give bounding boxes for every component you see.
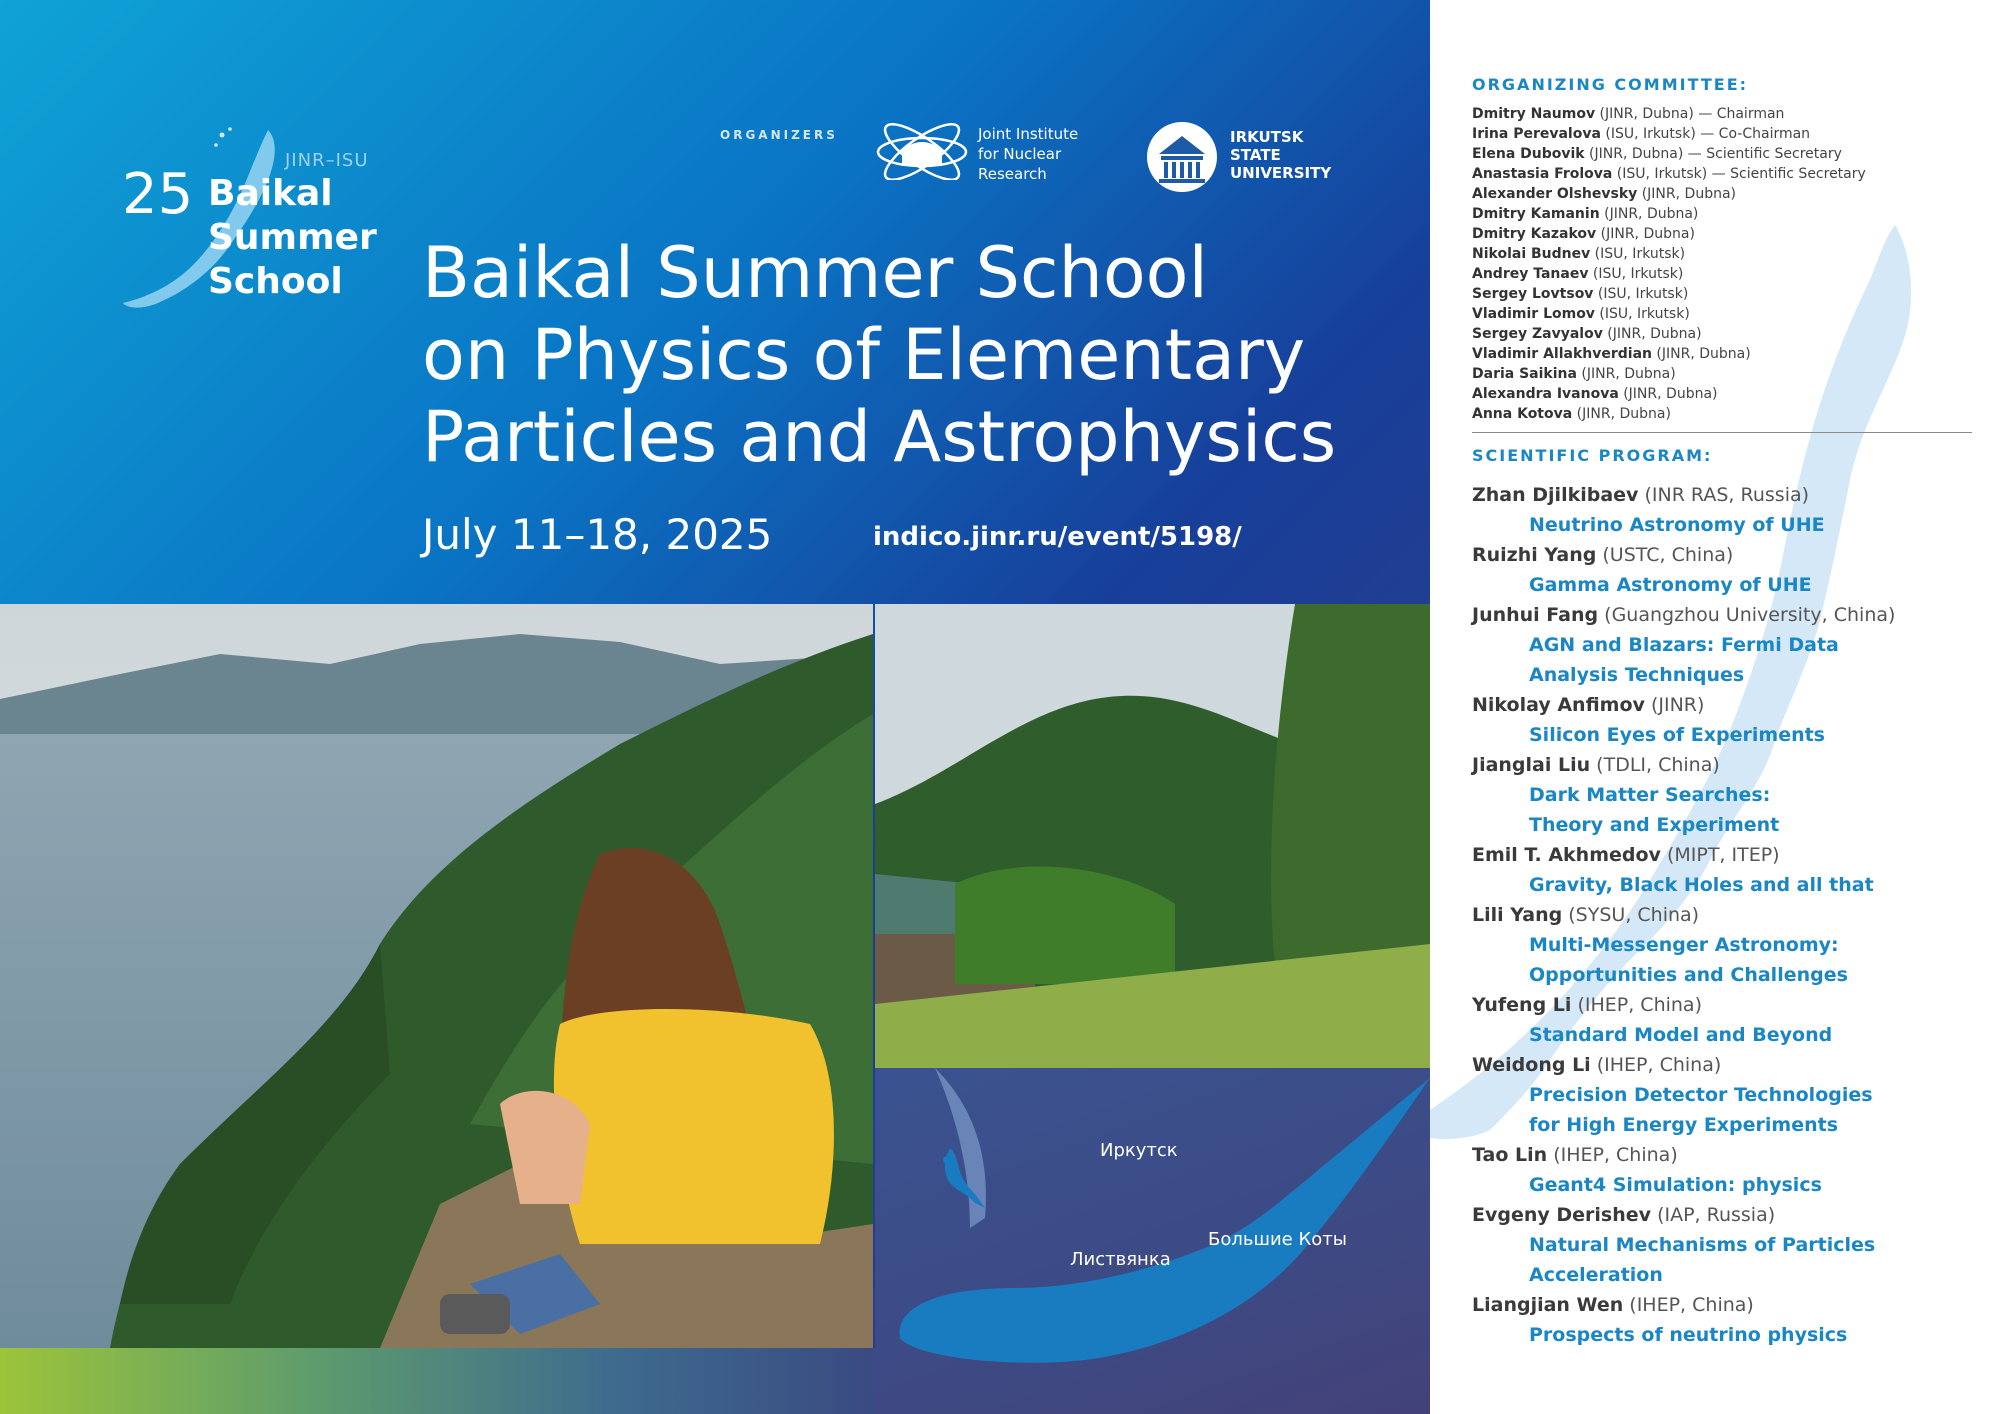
committee-member-name: Andrey Tanaev bbox=[1472, 266, 1589, 282]
committee-member bbox=[1472, 164, 1972, 184]
event-dates: July 11–18, 2025 bbox=[422, 510, 773, 559]
program-entry bbox=[1472, 600, 1992, 690]
committee-member-name: Anastasia Frolova bbox=[1472, 166, 1613, 182]
speaker-affiliation: (IAP, Russia) bbox=[1651, 1204, 1776, 1226]
program-entry bbox=[1472, 840, 1992, 900]
jinr-name-line: for Nuclear bbox=[978, 145, 1062, 163]
committee-member bbox=[1472, 404, 1972, 424]
speaker-affiliation: (MIPT, ITEP) bbox=[1660, 844, 1780, 866]
committee-member-name: Irina Perevalova bbox=[1472, 126, 1601, 142]
committee-member-detail: (JINR, Dubna) bbox=[1602, 326, 1702, 342]
committee-member-name: Anna Kotova bbox=[1472, 406, 1573, 422]
program-entry bbox=[1472, 750, 1992, 840]
isu-name-line: STATE bbox=[1230, 146, 1281, 164]
committee-member-name: Dmitry Kazakov bbox=[1472, 226, 1597, 242]
speaker-affiliation: (INR RAS, Russia) bbox=[1638, 484, 1810, 506]
talk-title: Silicon Eyes of Experiments bbox=[1529, 724, 1825, 746]
committee-member-detail: (ISU, Irkutsk) bbox=[1590, 246, 1686, 262]
isu-building-logo-icon bbox=[1145, 120, 1219, 194]
program-entry bbox=[1472, 480, 1992, 540]
info-column bbox=[1430, 0, 2000, 1414]
speaker-affiliation: (SYSU, China) bbox=[1562, 904, 1700, 926]
program-entry bbox=[1472, 540, 1992, 600]
committee-member-detail: (ISU, Irkutsk) bbox=[1594, 306, 1690, 322]
village-hillside-photo bbox=[875, 604, 1430, 1068]
committee-member bbox=[1472, 124, 1972, 144]
talk-title: Gravity, Black Holes and all that bbox=[1529, 874, 1874, 896]
committee-member bbox=[1472, 104, 1972, 124]
committee-member bbox=[1472, 224, 1972, 244]
logo-wordmark bbox=[208, 172, 377, 304]
speaker-name: Nikolay Anfimov bbox=[1472, 694, 1645, 716]
committee-member-detail: (ISU, Irkutsk) bbox=[1593, 286, 1689, 302]
isu-name-line: IRKUTSK bbox=[1230, 128, 1304, 146]
talk-title: Dark Matter Searches: Theory and Experiment bbox=[1529, 784, 1780, 836]
map-panel bbox=[875, 1068, 1430, 1414]
map-label-bolshie-koty: Большие Коты bbox=[1208, 1229, 1347, 1250]
committee-member-detail: (JINR, Dubna) — Scientific Secretary bbox=[1584, 146, 1842, 162]
section-divider bbox=[1472, 432, 1972, 433]
jinr-name-line: Research bbox=[978, 165, 1047, 183]
speaker-name: Tao Lin bbox=[1472, 1144, 1548, 1166]
logo-line: Baikal bbox=[208, 173, 333, 214]
committee-list bbox=[1472, 104, 1972, 424]
logo-line: School bbox=[208, 261, 343, 302]
committee-member-detail: (ISU, Irkutsk) bbox=[1588, 266, 1684, 282]
committee-member bbox=[1472, 144, 1972, 164]
speaker-name: Jianglai Liu bbox=[1472, 754, 1591, 776]
talk-title: Gamma Astronomy of UHE bbox=[1529, 574, 1812, 596]
speaker-name: Junhui Fang bbox=[1472, 604, 1599, 626]
committee-heading: ORGANIZING COMMITTEE: bbox=[1472, 75, 1749, 94]
main-title bbox=[422, 232, 1422, 478]
committee-member-name: Daria Saikina bbox=[1472, 366, 1577, 382]
committee-member-detail: (ISU, Irkutsk) — Scientific Secretary bbox=[1612, 166, 1866, 182]
logo-line: Summer bbox=[208, 217, 377, 258]
committee-member bbox=[1472, 264, 1972, 284]
speaker-name: Ruizhi Yang bbox=[1472, 544, 1597, 566]
village-hillside-photo-image bbox=[875, 604, 1430, 1068]
jinr-name-line: Joint Institute bbox=[978, 125, 1079, 143]
talk-title: Prospects of neutrino physics bbox=[1529, 1324, 1848, 1346]
talk-title: Natural Mechanisms of Particles Acceleration bbox=[1529, 1234, 1876, 1286]
speaker-name: Emil T. Akhmedov bbox=[1472, 844, 1661, 866]
program-entry bbox=[1472, 690, 1992, 750]
speaker-affiliation: (IHEP, China) bbox=[1590, 1054, 1722, 1076]
talk-title: Geant4 Simulation: physics bbox=[1529, 1174, 1822, 1196]
talk-title: Standard Model and Beyond bbox=[1529, 1024, 1833, 1046]
committee-member bbox=[1472, 244, 1972, 264]
committee-member-detail: (JINR, Dubna) bbox=[1576, 366, 1676, 382]
committee-member bbox=[1472, 344, 1972, 364]
committee-member-name: Alexandra Ivanova bbox=[1472, 386, 1619, 402]
committee-member-name: Sergey Zavyalov bbox=[1472, 326, 1603, 342]
gradient-strip bbox=[0, 1348, 875, 1414]
speaker-affiliation: (USTC, China) bbox=[1596, 544, 1734, 566]
speaker-affiliation: (TDLI, China) bbox=[1590, 754, 1720, 776]
speaker-affiliation: (Guangzhou University, China) bbox=[1598, 604, 1896, 626]
committee-member-detail: (JINR, Dubna) bbox=[1599, 206, 1699, 222]
speaker-affiliation: (IHEP, China) bbox=[1547, 1144, 1678, 1166]
committee-member-detail: (JINR, Dubna) bbox=[1572, 406, 1671, 422]
committee-member-name: Vladimir Lomov bbox=[1472, 306, 1595, 322]
talk-title: AGN and Blazars: Fermi Data Analysis Techniques bbox=[1529, 634, 1839, 686]
organizers-label: ORGANIZERS bbox=[720, 128, 838, 142]
talk-title: Multi-Messenger Astronomy: Opportunities and Challenges bbox=[1529, 934, 1848, 986]
program-list bbox=[1472, 480, 1992, 1350]
committee-member bbox=[1472, 324, 1972, 344]
committee-member-name: Dmitry Kamanin bbox=[1472, 206, 1600, 222]
isu-name bbox=[1230, 128, 1380, 182]
committee-member-name: Sergey Lovtsov bbox=[1472, 286, 1594, 302]
committee-member-name: Vladimir Allakhverdian bbox=[1472, 346, 1652, 362]
speaker-name: Zhan Djilkibaev bbox=[1472, 484, 1639, 506]
committee-member bbox=[1472, 364, 1972, 384]
committee-member-name: Dmitry Naumov bbox=[1472, 106, 1596, 122]
speaker-affiliation: (IHEP, China) bbox=[1571, 994, 1702, 1016]
committee-member-detail: (ISU, Irkutsk) — Co-Chairman bbox=[1600, 126, 1811, 142]
speaker-affiliation: (IHEP, China) bbox=[1623, 1294, 1754, 1316]
logo-tag: JINR–ISU bbox=[285, 150, 369, 171]
title-line: Baikal Summer School bbox=[422, 232, 1208, 314]
committee-member-detail: (JINR, Dubna) bbox=[1651, 346, 1751, 362]
program-entry bbox=[1472, 1050, 1992, 1140]
title-line: Particles and Astrophysics bbox=[422, 396, 1337, 478]
speaker-name: Yufeng Li bbox=[1472, 994, 1572, 1016]
logo-anniversary-number: 25 bbox=[122, 162, 194, 227]
program-heading: SCIENTIFIC PROGRAM: bbox=[1472, 446, 1713, 465]
committee-member bbox=[1472, 304, 1972, 324]
committee-member bbox=[1472, 384, 1972, 404]
talk-title: Precision Detector Technologies for High Energy Experiments bbox=[1529, 1084, 1873, 1136]
speaker-name: Lili Yang bbox=[1472, 904, 1563, 926]
committee-member-detail: (JINR, Dubna) bbox=[1618, 386, 1718, 402]
program-entry bbox=[1472, 990, 1992, 1050]
jinr-name bbox=[978, 124, 1148, 184]
map-label-irkutsk: Иркутск bbox=[1100, 1140, 1178, 1161]
speaker-name: Evgeny Derishev bbox=[1472, 1204, 1652, 1226]
speaker-name: Liangjian Wen bbox=[1472, 1294, 1624, 1316]
committee-member-detail: (JINR, Dubna) bbox=[1596, 226, 1695, 242]
map-label-listvyanka: Листвянка bbox=[1070, 1249, 1171, 1270]
committee-member-name: Nikolai Budnev bbox=[1472, 246, 1591, 262]
talk-title: Neutrino Astronomy of UHE bbox=[1529, 514, 1825, 536]
committee-member bbox=[1472, 284, 1972, 304]
program-entry bbox=[1472, 900, 1992, 990]
lake-baikal-photo-image bbox=[0, 604, 873, 1348]
program-entry bbox=[1472, 1200, 1992, 1290]
event-url-link[interactable]: indico.jinr.ru/event/5198/ bbox=[873, 522, 1242, 552]
speaker-affiliation: (JINR) bbox=[1644, 694, 1705, 716]
title-line: on Physics of Elementary bbox=[422, 314, 1306, 396]
lake-baikal-photo bbox=[0, 604, 873, 1348]
isu-name-line: UNIVERSITY bbox=[1230, 164, 1332, 182]
committee-member-detail: (JINR, Dubna) — Chairman bbox=[1595, 106, 1785, 122]
committee-member-detail: (JINR, Dubna) bbox=[1637, 186, 1736, 202]
jinr-atom-logo-icon bbox=[872, 120, 972, 180]
program-entry bbox=[1472, 1290, 1992, 1350]
committee-member-name: Elena Dubovik bbox=[1472, 146, 1585, 162]
program-entry bbox=[1472, 1140, 1992, 1200]
committee-member bbox=[1472, 184, 1972, 204]
speaker-name: Weidong Li bbox=[1472, 1054, 1591, 1076]
committee-member-name: Alexander Olshevsky bbox=[1472, 186, 1638, 202]
committee-member bbox=[1472, 204, 1972, 224]
